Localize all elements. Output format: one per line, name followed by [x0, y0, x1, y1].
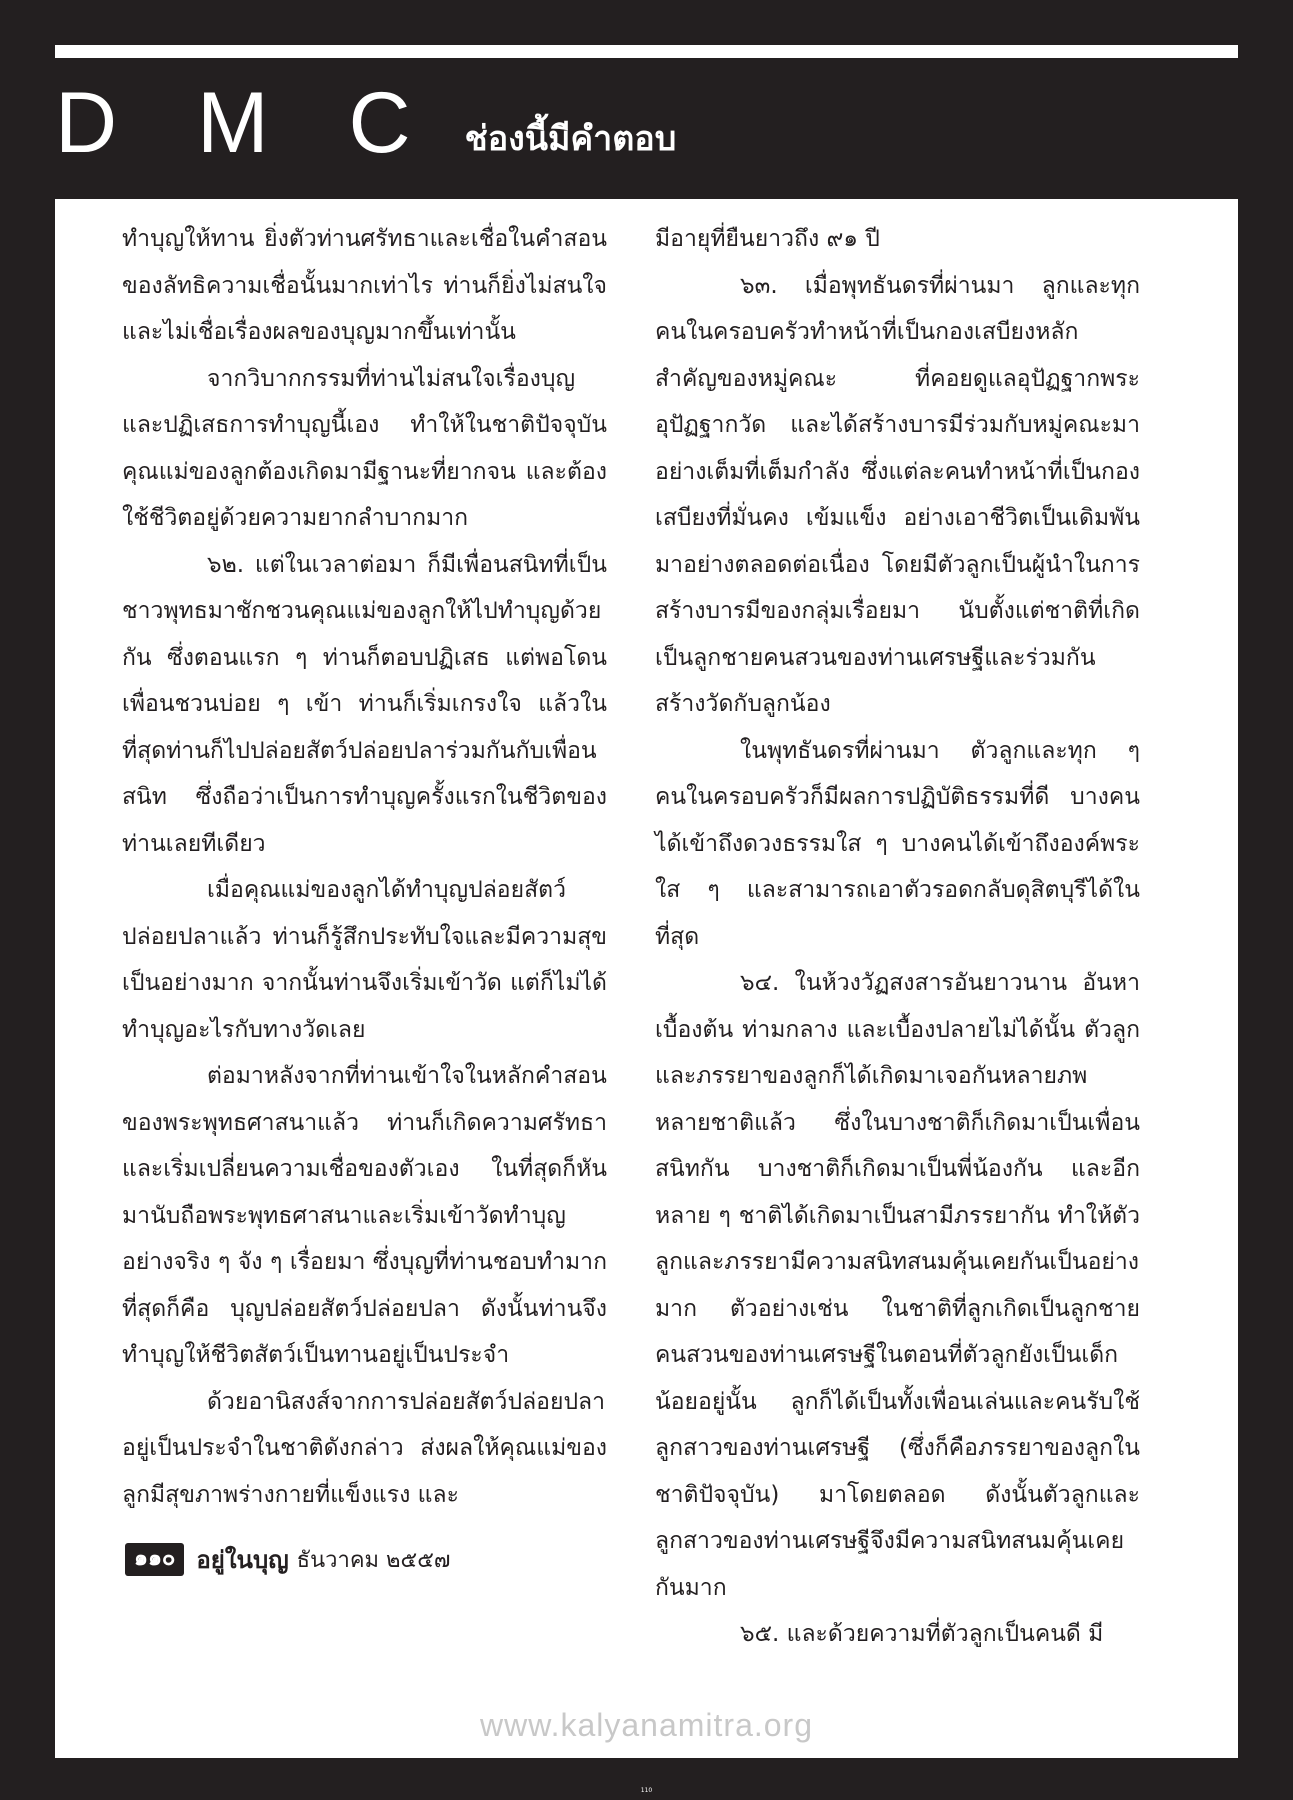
magazine-name: อยู่ในบุญ: [196, 1546, 289, 1574]
paragraph: มีอายุที่ยืนยาวถึง ๙๑ ปี: [655, 226, 880, 252]
paragraph: จากวิบากกรรมที่ท่านไม่สนใจเรื่องบุญและปฏิเสธการทำบุญนี้เอง ทำให้ในชาติปัจจุบันคุณแม่ของลูกต้องเกิดมามีฐานะที่ยากจน และต้องใช้ชีวิตอยู่ด้วยความยากลำบากมาก: [122, 365, 607, 531]
page-header: [55, 75, 1238, 188]
paragraph: ทำบุญให้ทาน ยิ่งตัวท่านศรัทธาและเชื่อในคำสอนของลัทธิความเชื่อนั้นมากเท่าไร ท่านก็ยิ่งไม่สนใจและไม่เชื่อเรื่องผลของบุญมากขึ้นเท่านั้น: [122, 226, 607, 345]
section-title: ช่องนี้มีคำตอบ: [464, 119, 677, 159]
watermark-url: www.kalyanamitra.org: [480, 1707, 813, 1743]
page-footer: [125, 1540, 450, 1579]
issue-date: ธันวาคม ๒๕๕๗: [296, 1548, 451, 1573]
paragraph: ๖๓. เมื่อพุทธันดรที่ผ่านมา ลูกและทุกคนในครอบครัวทำหน้าที่เป็นกองเสบียงหลักสำคัญของหมู่คณะ ที่คอยดูแลอุปัฏฐากพระอุปัฏฐากวัด และได้สร้างบารมีร่วมกับหมู่คณะมาอย่างเต็มที่เต็มกำลัง ซึ่งแต่ละคนทำหน้าที่เป็นกองเสบียงที่มั่นคง เข้มแข็ง อย่างเอาชีวิตเป็นเดิมพันมาอย่างตลอดต่อเนื่อง โดยมีตัวลูกเป็นผู้นำในการสร้างบารมีของกลุ่มเรื่อยมา นับตั้งแต่ชาติที่เกิดเป็นลูกชายคนสวนของท่านเศรษฐีและร่วมกันสร้างวัดกับลูกน้อง: [655, 272, 1140, 717]
top-rule: [55, 45, 1238, 58]
paragraph: ๖๔. ในห้วงวัฏสงสารอันยาวนาน อันหาเบื้องต้น ท่ามกลาง และเบื้องปลายไม่ได้นั้น ตัวลูกและภรรยาของลูกก็ได้เกิดมาเจอกันหลายภพหลายชาติแล้ว ซึ่งในบางชาติก็เกิดมาเป็นเพื่อนสนิทกัน บางชาติก็เกิดมาเป็นพี่น้องกัน และอีกหลาย ๆ ชาติได้เกิดมาเป็นสามีภรรยากัน ทำให้ตัวลูกและภรรยามีความสนิทสนมคุ้นเคยกันเป็นอย่างมาก ตัวอย่างเช่น ในชาติที่ลูกเกิดเป็นลูกชายคนสวนของท่านเศรษฐีในตอนที่ตัวลูกยังเป็นเด็กน้อยอยู่นั้น ลูกก็ได้เป็นทั้งเพื่อนเล่นและคนรับใช้ลูกสาวของท่านเศรษฐี (ซึ่งก็คือภรรยาของลูกในชาติปัจจุบัน) มาโดยตลอด ดังนั้นตัวลูกและลูกสาวของท่านเศรษฐีจึงมีความสนิทสนมคุ้นเคยกันมาก: [655, 970, 1140, 1601]
dmc-logo: D M C: [55, 75, 439, 171]
left-column: [122, 216, 607, 1518]
print-page-number: 110: [640, 1787, 653, 1794]
paragraph: ๖๒. แต่ในเวลาต่อมา ก็มีเพื่อนสนิทที่เป็นชาวพุทธมาชักชวนคุณแม่ของลูกให้ไปทำบุญด้วยกัน ซึ่งตอนแรก ๆ ท่านก็ตอบปฏิเสธ แต่พอโดนเพื่อนชวนบ่อย ๆ เข้า ท่านก็เริ่มเกรงใจ แล้วในที่สุดท่านก็ไปปล่อยสัตว์ปล่อยปลาร่วมกันกับเพื่อนสนิท ซึ่งถือว่าเป็นการทำบุญครั้งแรกในชีวิตของท่านเลยทีเดียว: [122, 551, 607, 857]
paragraph: ด้วยอานิสงส์จากการปล่อยสัตว์ปล่อยปลาอยู่เป็นประจำในชาติดังกล่าว ส่งผลให้คุณแม่ของลูกมีสุขภาพร่างกายที่แข็งแรง และ: [122, 1388, 607, 1508]
paragraph: ในพุทธันดรที่ผ่านมา ตัวลูกและทุก ๆ คนในครอบครัวก็มีผลการปฏิบัติธรรมที่ดี บางคนได้เข้าถึงดวงธรรมใส ๆ บางคนได้เข้าถึงองค์พระใส ๆ และสามารถเอาตัวรอดกลับดุสิตบุรีได้ในที่สุด: [655, 737, 1140, 950]
paragraph: เมื่อคุณแม่ของลูกได้ทำบุญปล่อยสัตว์ปล่อยปลาแล้ว ท่านก็รู้สึกประทับใจและมีความสุขเป็นอย่างมาก จากนั้นท่านจึงเริ่มเข้าวัด แต่ก็ไม่ได้ทำบุญอะไรกับทางวัดเลย: [122, 877, 607, 1043]
page-number-badge: ๑๑๐: [125, 1543, 184, 1575]
paragraph: ต่อมาหลังจากที่ท่านเข้าใจในหลักคำสอนของพระพุทธศาสนาแล้ว ท่านก็เกิดความศรัทธาและเริ่มเปลี่ยนความเชื่อของตัวเอง ในที่สุดก็หันมานับถือพระพุทธศาสนาและเริ่มเข้าวัดทำบุญอย่างจริง ๆ จัง ๆ เรื่อยมา ซึ่งบุญที่ท่านชอบทำมากที่สุดก็คือ บุญปล่อยสัตว์ปล่อยปลา ดังนั้นท่านจึงทำบุญให้ชีวิตสัตว์เป็นทานอยู่เป็นประจำ: [122, 1063, 607, 1368]
content-area: [55, 199, 1238, 1758]
right-column: [655, 216, 1140, 1658]
paragraph: ๖๕. และด้วยความที่ตัวลูกเป็นคนดี มี: [740, 1621, 1104, 1647]
